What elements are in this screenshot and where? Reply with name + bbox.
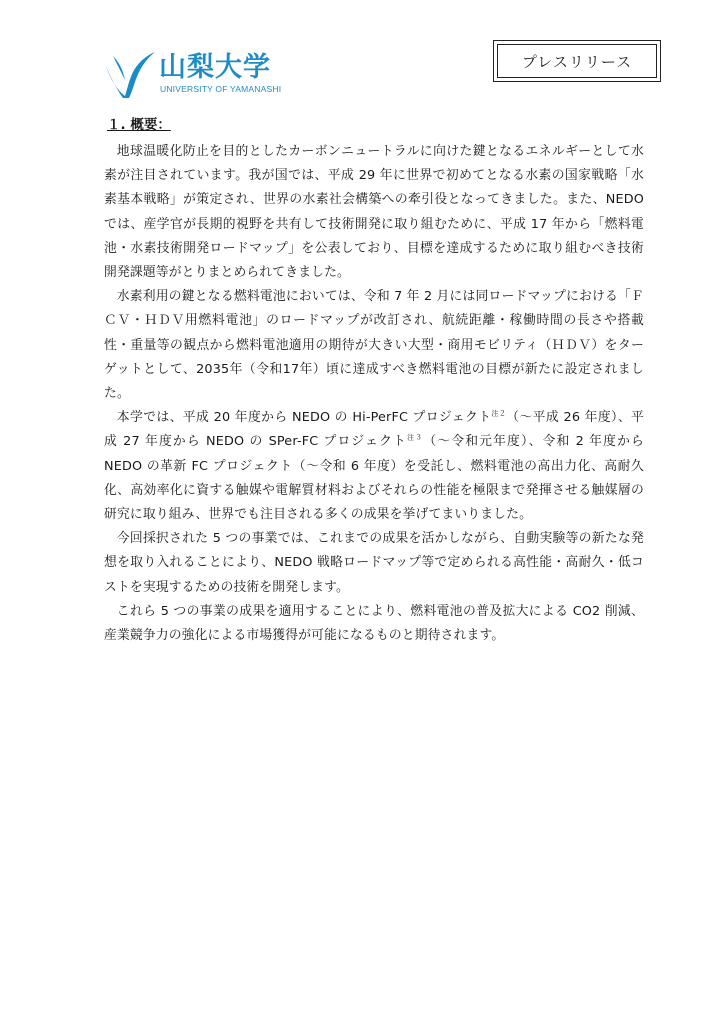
section-heading <box>104 114 644 136</box>
paragraph-1: 地球温暖化防止を目的としたカーボンニュートラルに向けた鍵となるエネルギーとして水素が注目されています。我が国では、平成 29 年に世界で初めてとなる水素の国家戦略「水素基本戦略」が策定され、世界の水素社会構築への牽引役となってきました。また、NEDO では、産学官が長期的視野を共有して技術開発に取り組むために、平成 17 年から「燃料電池・水素技術開発ロードマップ」を公表しており、目標を達成するために取り組むべき技術開発課題等がとりまとめられてきました。 <box>104 144 644 281</box>
paragraph-3-part-3: （～令和元年度）、令和 2 年度から NEDO の革新 FC プロジェクト（～令和 6 年度）を受託し、燃料電池の高出力化、高耐久化、高効率化に資する触媒や電解質材料およびそれらの性能を極限まで発揮させる触媒層の研究に取り組み、世界でも注目される多くの成果を挙げてまいりました。 <box>104 434 644 523</box>
university-name-en: UNIVERSITY OF YAMANASHI <box>160 84 282 94</box>
paragraph-3 <box>104 406 644 527</box>
paragraph-2: 水素利用の鍵となる燃料電池においては、令和 7 年 2 月には同ロードマップにおける「ＦＣＶ・ＨＤＶ用燃料電池」のロードマップが改訂され、航続距離・稼働時間の長さや搭載性・重量等の観点から燃料電池適用の期待が大きい大型・商用モビリティ（ＨＤＶ）をターゲットとして、2035年（令和17年）頃に達成すべき燃料電池の目標が新たに設定されました。 <box>104 289 644 402</box>
university-name-jp: 山梨大学 <box>159 52 271 83</box>
paragraph-3-part-1: 本学では、平成 20 年度から NEDO の Hi-PerFC プロジェクト <box>116 410 492 426</box>
press-release-box <box>493 40 661 82</box>
university-logo <box>103 50 282 100</box>
paragraph-4: 今回採択された 5 つの事業では、これまでの成果を活かしながら、自動実験等の新たな発想を取り入れることにより、NEDO 戦略ロードマップ等で定められる高性能・高耐久・低コストを実現するための技術を開発します。 <box>104 531 644 595</box>
footnote-ref-3: 注３ <box>407 434 424 443</box>
press-release-label: プレスリリース <box>497 44 657 78</box>
section-heading-text: １. 概要： <box>107 117 171 133</box>
footnote-ref-2: 注２ <box>491 409 507 418</box>
main-content <box>104 114 644 648</box>
paragraph-5: これら 5 つの事業の成果を適用することにより、燃料電池の普及拡大による CO2 削減、産業競争力の強化による市場獲得が可能になるものと期待されます。 <box>104 603 644 644</box>
university-logo-mark-icon <box>103 50 157 100</box>
paragraph-3-part-2: （～平成 26 年度）、平成 27 年度から NEDO の SPer-FC プロジェクト <box>104 410 644 450</box>
